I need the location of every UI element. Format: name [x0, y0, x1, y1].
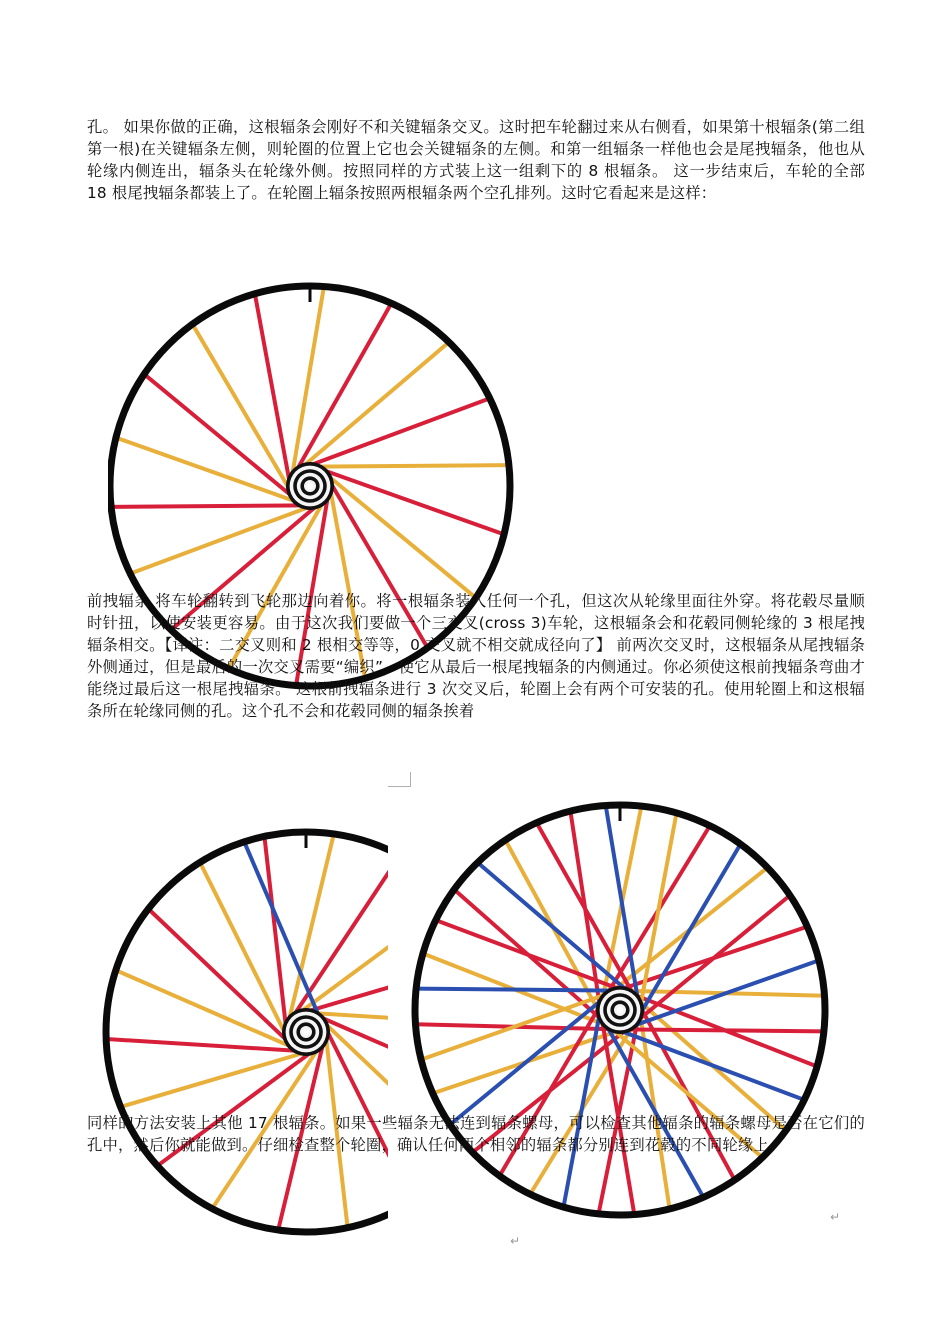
spoke: [116, 970, 294, 1048]
spoke: [315, 465, 509, 466]
spoke: [640, 813, 677, 1009]
spoke: [301, 342, 449, 468]
spoke: [305, 957, 388, 1012]
spoke: [296, 303, 392, 472]
spoke: [200, 862, 286, 1036]
paragraph-1: 孔。 如果你做的正确，这根辐条会刚好不和关键辐条交叉。这时把车轮翻过来从右侧看，如果第十根辐条(第二组第一根)在关键辐条左侧，则轮圈的位置上它也会关键辐条的左侧。和第一组辐条一样他也会是尾拽辐条，他也从轮缘内侧连出，辐条头在轮缘外侧。按照同样的方式装上这一组剩下的 8 根辐条。 这一步结束后，车轮的全部 18 根尾拽辐条都装上了。在轮圈上辐条按照两根辐条两个空孔排列。这时它看起来是这样：: [87, 118, 865, 202]
paragraph-2: 前拽辐条 将车轮翻转到飞轮那边向着你。将一根辐条装入任何一个孔，但这次从轮缘里面往外穿。将花毂尽量顺时针扭，以使安装更容易。由于这次我们要做一个三交叉(cross 3)车轮，这根辐条会和花毂同侧轮缘的 3 根尾拽辐条相交。【译注：二交叉则和 2 根相交等等，0 交叉就不相交就成径向了】 前两次交叉时，这根辐条从尾拽辐条外侧通过，但是最后的一次交叉需要“编织”，使它从最后一根尾拽辐条的内侧通过。你必须使这根前拽辐条弯曲才能绕过最后这一根尾拽辐条。 这根前拽辐条进行 3 次交叉后，轮圈上会有两个可安装的孔。使用轮圈上和这根辐条所在轮缘同侧的孔。这个孔不会和花毂同侧的辐条挨着: [87, 592, 865, 720]
rim: [106, 832, 388, 1232]
spoke: [111, 505, 305, 506]
spoke: [308, 398, 490, 466]
spoke: [416, 989, 615, 991]
paragraph-mark: ↵: [510, 1234, 521, 1248]
spoke: [321, 469, 504, 534]
wheel-diagram-first-leading-spoke: [96, 822, 388, 1252]
paragraph-3: 同样的方法安装上其他 17 根辐条。如果一些辐条无法连到辐条螺母，可以检查其他辐条的辐条螺母是否在它们的孔中，然后你就能做到。仔细检查整个轮圈，确认任何两个相邻的辐条都分别连到花毂的不同轮缘上。: [87, 1114, 865, 1154]
spoke: [130, 506, 312, 574]
axle: [307, 483, 313, 489]
spoke: [121, 1052, 307, 1107]
axle: [617, 1007, 623, 1013]
axle: [303, 1029, 309, 1035]
page-corner-mark: [388, 772, 411, 787]
spoke: [116, 438, 299, 503]
wheel-diagram-all-spokes: [408, 796, 841, 1226]
spoke: [478, 863, 629, 992]
spoke: [625, 1029, 824, 1031]
spoke: [148, 909, 289, 1043]
paragraph-mark: ↵: [830, 1210, 841, 1224]
spoke: [106, 1039, 300, 1051]
spoke: [563, 1011, 600, 1207]
spoke: [255, 294, 290, 485]
